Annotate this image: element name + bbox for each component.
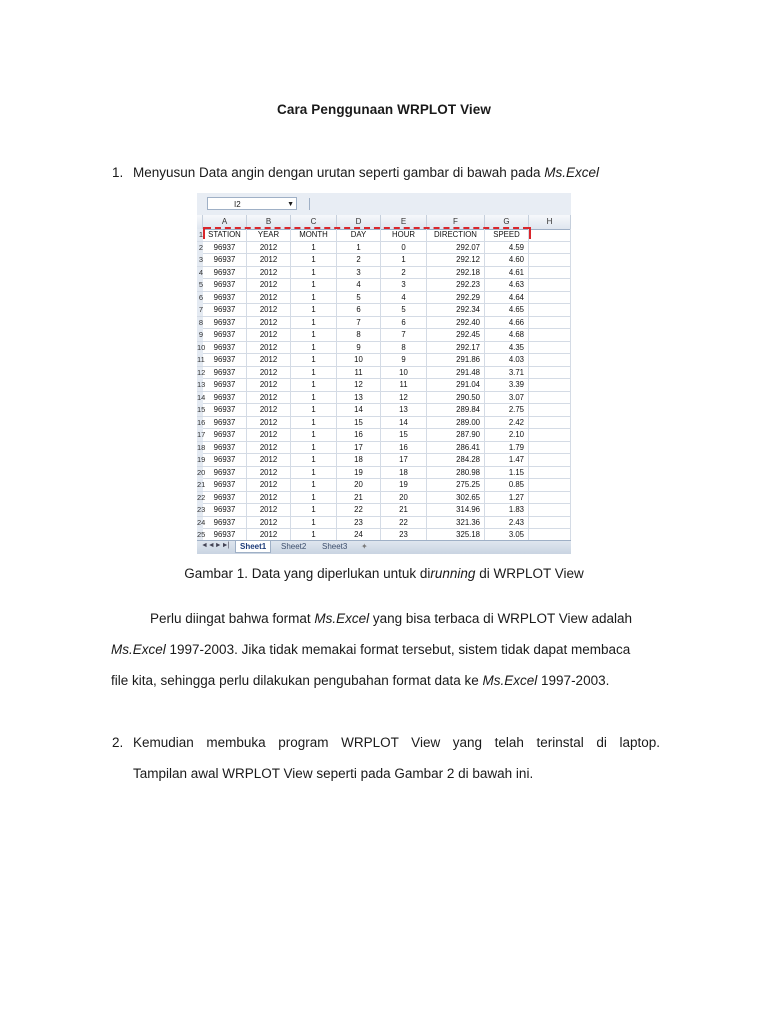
empty-cell[interactable] (529, 304, 571, 316)
chevron-down-icon[interactable]: ▼ (287, 201, 294, 208)
table-row (197, 367, 571, 380)
table-cell[interactable]: 96937 (203, 342, 247, 354)
empty-cell[interactable] (529, 367, 571, 379)
table-cell[interactable]: 96937 (203, 242, 247, 254)
tab-sheet1[interactable]: Sheet1 (235, 541, 271, 553)
para-italic: Ms.Excel (314, 611, 370, 626)
row-number[interactable]: 19 (197, 455, 206, 464)
column-header-g[interactable]: G (485, 215, 529, 229)
para-text: yang bisa terbaca di WRPLOT View adalah (369, 611, 633, 626)
table-cell[interactable]: 2012 (247, 367, 291, 379)
row-number[interactable]: 2 (198, 242, 203, 252)
table-cell[interactable]: 20 (337, 479, 381, 491)
table-cell[interactable]: 18 (337, 454, 381, 466)
table-row (197, 492, 571, 505)
table-cell[interactable]: 3.71 (485, 367, 529, 379)
column-header-d[interactable]: D (337, 215, 381, 229)
table-cell[interactable]: 4.60 (485, 254, 529, 266)
step-1-text-italic: Ms.Excel (544, 165, 600, 180)
header-cell-hour[interactable]: HOUR (381, 229, 427, 241)
table-cell[interactable]: 3 (337, 267, 381, 279)
empty-cell[interactable] (529, 454, 571, 466)
column-header-c[interactable]: C (291, 215, 337, 229)
table-cell[interactable]: 96937 (203, 304, 247, 316)
empty-cell[interactable] (529, 404, 571, 416)
table-cell[interactable]: 96937 (203, 354, 247, 366)
table-cell[interactable]: 1 (291, 392, 337, 404)
table-cell[interactable]: 22 (381, 517, 427, 529)
table-cell[interactable]: 2 (381, 267, 427, 279)
para-text: file kita, sehingga perlu dilakukan pengubahan format data ke (111, 673, 483, 688)
step-2-line-2: Tampilan awal WRPLOT View seperti pada Gambar 2 di bawah ini. (133, 766, 534, 781)
table-cell[interactable]: 292.12 (427, 254, 485, 266)
table-cell[interactable]: 2012 (247, 392, 291, 404)
table-cell[interactable]: 19 (337, 467, 381, 479)
row-number[interactable]: 20 (197, 467, 206, 477)
table-cell[interactable]: 1 (291, 242, 337, 254)
row-number[interactable]: 24 (197, 517, 206, 527)
empty-cell[interactable] (529, 442, 571, 454)
empty-cell[interactable] (529, 429, 571, 441)
table-cell[interactable]: 4.03 (485, 354, 529, 366)
table-cell[interactable]: 96937 (203, 467, 247, 479)
table-cell[interactable]: 10 (381, 367, 427, 379)
table-row (197, 404, 571, 417)
row-number[interactable]: 12 (197, 367, 206, 377)
table-cell[interactable]: 1 (291, 367, 337, 379)
table-cell[interactable]: 21 (381, 504, 427, 516)
caption-text: Gambar 1. Data yang diperlukan untuk di (184, 566, 431, 581)
table-cell[interactable]: 14 (337, 404, 381, 416)
row-number[interactable]: 6 (198, 292, 203, 302)
table-cell[interactable]: 2012 (247, 329, 291, 341)
table-cell[interactable]: 1 (291, 467, 337, 479)
step-1-text-main: Menyusun Data angin dengan urutan seperti gambar di bawah pada (133, 165, 545, 180)
table-cell[interactable]: 2012 (247, 404, 291, 416)
column-header-a[interactable]: A (203, 215, 247, 229)
empty-cell[interactable] (529, 279, 571, 291)
table-cell[interactable]: 292.45 (427, 329, 485, 341)
empty-cell[interactable] (529, 379, 571, 391)
row-number[interactable]: 15 (197, 405, 206, 414)
table-row (197, 342, 571, 355)
table-cell[interactable]: 291.86 (427, 354, 485, 366)
table-row (197, 504, 571, 517)
table-cell[interactable]: 292.07 (427, 242, 485, 254)
table-cell[interactable]: 1 (381, 254, 427, 266)
table-cell[interactable]: 5 (381, 304, 427, 316)
table-row (197, 304, 571, 317)
table-cell[interactable]: 1 (291, 442, 337, 454)
column-header-e[interactable]: E (381, 215, 427, 229)
table-cell[interactable]: 11 (381, 379, 427, 391)
table-cell[interactable]: 20 (381, 492, 427, 504)
table-cell[interactable]: 7 (337, 317, 381, 329)
table-row (197, 317, 571, 330)
table-cell[interactable]: 96937 (203, 367, 247, 379)
para-text: 1997-2003. (537, 673, 610, 688)
empty-cell[interactable] (529, 392, 571, 404)
table-cell[interactable]: 8 (337, 329, 381, 341)
table-cell[interactable]: 289.84 (427, 404, 485, 416)
formula-bar (197, 193, 571, 216)
table-cell[interactable]: 96937 (203, 529, 247, 541)
table-cell[interactable]: 280.98 (427, 467, 485, 479)
table-cell[interactable]: 13 (381, 404, 427, 416)
header-cell-year[interactable]: YEAR (247, 229, 291, 241)
row-number[interactable]: 11 (197, 355, 205, 364)
table-cell[interactable]: 24 (337, 529, 381, 541)
table-cell[interactable]: 275.25 (427, 479, 485, 491)
table-cell[interactable]: 2012 (247, 317, 291, 329)
table-cell[interactable]: 325.18 (427, 529, 485, 541)
table-cell[interactable]: 1 (291, 342, 337, 354)
table-cell[interactable]: 4.61 (485, 267, 529, 279)
empty-cell[interactable] (529, 354, 571, 366)
header-cell-day[interactable]: DAY (337, 229, 381, 241)
table-cell[interactable]: 292.23 (427, 279, 485, 291)
para-text: Perlu diingat bahwa format (150, 611, 315, 626)
table-row (197, 417, 571, 430)
row-number[interactable]: 17 (197, 430, 206, 439)
table-cell[interactable]: 1 (291, 504, 337, 516)
table-cell[interactable]: 2012 (247, 354, 291, 366)
table-row (197, 392, 571, 405)
table-cell[interactable]: 2012 (247, 442, 291, 454)
table-row (197, 379, 571, 392)
table-cell[interactable]: 284.28 (427, 454, 485, 466)
table-cell[interactable]: 23 (337, 517, 381, 529)
table-cell[interactable]: 96937 (203, 479, 247, 491)
table-cell[interactable]: 6 (337, 304, 381, 316)
table-cell[interactable]: 1 (291, 517, 337, 529)
table-cell[interactable]: 13 (337, 392, 381, 404)
table-cell[interactable]: 4.65 (485, 304, 529, 316)
table-cell[interactable]: 2012 (247, 467, 291, 479)
table-cell[interactable]: 96937 (203, 254, 247, 266)
row-number[interactable]: 1 (198, 230, 203, 239)
table-cell[interactable]: 16 (381, 442, 427, 454)
step-1-text (133, 165, 599, 180)
table-cell[interactable]: 1.83 (485, 504, 529, 516)
empty-cell[interactable] (529, 329, 571, 341)
table-cell[interactable]: 2012 (247, 304, 291, 316)
table-cell[interactable]: 23 (381, 529, 427, 541)
caption-italic: running (430, 566, 476, 581)
empty-cell[interactable] (529, 292, 571, 304)
table-cell[interactable]: 292.40 (427, 317, 485, 329)
paragraph-line-2 (111, 634, 630, 665)
header-cell-direction[interactable]: DIRECTION (427, 229, 485, 241)
tab-navigation-icons[interactable]: ◄ ◄ ► ►| (201, 542, 229, 549)
table-row (197, 242, 571, 255)
table-cell[interactable]: 96937 (203, 329, 247, 341)
tab-sheet2[interactable]: Sheet2 (281, 542, 307, 551)
table-cell[interactable]: 2.10 (485, 429, 529, 441)
formula-bar-divider (309, 198, 310, 210)
table-cell[interactable]: 292.17 (427, 342, 485, 354)
header-cell-station[interactable]: STATION (203, 229, 247, 241)
table-row (197, 517, 571, 530)
row-number[interactable]: 5 (198, 280, 203, 289)
table-cell[interactable]: 9 (381, 354, 427, 366)
table-cell[interactable]: 1 (291, 417, 337, 429)
step-2-line-1: Kemudian membuka program WRPLOT View yang telah terinstal di laptop. (133, 735, 660, 750)
table-cell[interactable]: 2012 (247, 292, 291, 304)
empty-cell[interactable] (529, 517, 571, 529)
table-row (197, 442, 571, 455)
table-cell[interactable]: 9 (337, 342, 381, 354)
table-cell[interactable]: 15 (337, 417, 381, 429)
step-1-number: 1. (112, 165, 124, 180)
table-cell[interactable]: 4.66 (485, 317, 529, 329)
table-cell[interactable]: 18 (381, 467, 427, 479)
para-text: 1997-2003. Jika tidak memakai format tersebut, sistem tidak dapat membaca (165, 642, 631, 657)
table-cell[interactable]: 2012 (247, 267, 291, 279)
table-cell[interactable]: 96937 (203, 504, 247, 516)
column-header-f[interactable]: F (427, 215, 485, 229)
sheet-tabs-bar (197, 540, 571, 554)
table-cell[interactable]: 291.48 (427, 367, 485, 379)
table-cell[interactable]: 4.35 (485, 342, 529, 354)
row-number[interactable]: 10 (197, 342, 206, 352)
table-cell[interactable]: 10 (337, 354, 381, 366)
para-italic: Ms.Excel (111, 642, 166, 657)
table-row (197, 467, 571, 480)
table-cell[interactable]: 2 (337, 254, 381, 266)
table-cell[interactable]: 289.00 (427, 417, 485, 429)
table-cell[interactable]: 8 (381, 342, 427, 354)
column-header-h[interactable]: H (529, 215, 571, 229)
table-cell[interactable]: 14 (381, 417, 427, 429)
table-cell[interactable]: 6 (381, 317, 427, 329)
table-cell[interactable]: 2012 (247, 279, 291, 291)
table-row (197, 279, 571, 292)
table-cell[interactable]: 1.79 (485, 442, 529, 454)
row-number[interactable]: 21 (197, 480, 206, 489)
table-cell[interactable]: 15 (381, 429, 427, 441)
table-cell[interactable]: 1 (291, 354, 337, 366)
tab-sheet3[interactable]: Sheet3 (322, 542, 348, 551)
paragraph-line-1 (150, 603, 632, 634)
table-cell[interactable]: 96937 (203, 492, 247, 504)
name-box-value: I2 (234, 200, 241, 209)
column-header-b[interactable]: B (247, 215, 291, 229)
table-cell[interactable]: 1 (291, 329, 337, 341)
table-header-row (197, 229, 571, 242)
name-box[interactable] (207, 197, 297, 210)
row-number[interactable]: 8 (198, 317, 203, 327)
table-cell[interactable]: 1.27 (485, 492, 529, 504)
empty-cell[interactable] (529, 492, 571, 504)
column-headers (197, 215, 571, 230)
table-cell[interactable]: 2012 (247, 479, 291, 491)
table-cell[interactable]: 0 (381, 242, 427, 254)
table-cell[interactable]: 291.04 (427, 379, 485, 391)
para-italic: Ms.Excel (482, 673, 538, 688)
header-cell-month[interactable]: MONTH (291, 229, 337, 241)
table-cell[interactable]: 1 (291, 429, 337, 441)
page-title: Cara Penggunaan WRPLOT View (277, 102, 491, 117)
table-cell[interactable]: 96937 (203, 279, 247, 291)
table-cell[interactable]: 19 (381, 479, 427, 491)
table-cell[interactable]: 4.68 (485, 329, 529, 341)
table-cell[interactable]: 96937 (203, 404, 247, 416)
table-cell[interactable]: 1 (291, 304, 337, 316)
empty-cell[interactable] (529, 504, 571, 516)
empty-cell[interactable] (529, 254, 571, 266)
insert-sheet-icon[interactable]: ✦ (361, 542, 368, 551)
caption-text-end: di WRPLOT View (475, 566, 584, 581)
table-cell[interactable]: 16 (337, 429, 381, 441)
row-number[interactable]: 25 (197, 530, 206, 539)
empty-cell[interactable] (529, 342, 571, 354)
table-cell[interactable]: 2012 (247, 342, 291, 354)
table-row (197, 329, 571, 342)
row-number[interactable]: 4 (198, 267, 203, 277)
table-cell[interactable]: 12 (337, 379, 381, 391)
table-cell[interactable]: 4 (337, 279, 381, 291)
empty-cell[interactable] (529, 267, 571, 279)
row-number[interactable]: 7 (198, 305, 203, 314)
table-cell[interactable]: 0.85 (485, 479, 529, 491)
table-cell[interactable]: 3.39 (485, 379, 529, 391)
table-cell[interactable]: 96937 (203, 317, 247, 329)
table-cell[interactable]: 96937 (203, 517, 247, 529)
table-cell[interactable]: 1.47 (485, 454, 529, 466)
table-cell[interactable]: 1 (291, 479, 337, 491)
table-cell[interactable]: 1 (337, 242, 381, 254)
table-cell[interactable]: 2012 (247, 417, 291, 429)
table-cell[interactable]: 1.15 (485, 467, 529, 479)
table-cell[interactable]: 1 (291, 529, 337, 541)
table-cell[interactable]: 321.36 (427, 517, 485, 529)
row-number[interactable]: 9 (198, 330, 203, 339)
row-number[interactable]: 22 (197, 492, 206, 502)
table-cell[interactable]: 4.59 (485, 242, 529, 254)
table-cell[interactable]: 2012 (247, 492, 291, 504)
table-cell[interactable]: 2.75 (485, 404, 529, 416)
table-cell[interactable]: 96937 (203, 379, 247, 391)
table-cell[interactable]: 4.64 (485, 292, 529, 304)
empty-cell[interactable] (529, 317, 571, 329)
row-number[interactable]: 18 (197, 442, 206, 452)
table-cell[interactable]: 22 (337, 504, 381, 516)
table-cell[interactable]: 17 (381, 454, 427, 466)
row-number[interactable]: 13 (197, 380, 206, 389)
table-row (197, 479, 571, 492)
table-row (197, 354, 571, 367)
table-cell[interactable]: 2.43 (485, 517, 529, 529)
table-cell[interactable]: 1 (291, 292, 337, 304)
table-cell[interactable]: 1 (291, 267, 337, 279)
table-cell[interactable]: 2012 (247, 379, 291, 391)
table-cell[interactable]: 302.65 (427, 492, 485, 504)
paragraph-line-3 (111, 665, 609, 696)
table-row (197, 267, 571, 280)
table-cell[interactable]: 2012 (247, 529, 291, 541)
table-cell[interactable]: 17 (337, 442, 381, 454)
table-row (197, 254, 571, 267)
table-cell[interactable]: 96937 (203, 267, 247, 279)
table-row (197, 454, 571, 467)
table-cell[interactable]: 1 (291, 254, 337, 266)
table-cell[interactable]: 4 (381, 292, 427, 304)
table-cell[interactable]: 1 (291, 279, 337, 291)
table-cell[interactable]: 3.07 (485, 392, 529, 404)
table-cell[interactable]: 2012 (247, 429, 291, 441)
table-cell[interactable]: 2012 (247, 504, 291, 516)
table-cell[interactable]: 21 (337, 492, 381, 504)
table-cell[interactable]: 292.29 (427, 292, 485, 304)
empty-cell[interactable] (529, 242, 571, 254)
table-cell[interactable]: 1 (291, 379, 337, 391)
empty-cell[interactable] (529, 417, 571, 429)
table-cell[interactable]: 12 (381, 392, 427, 404)
row-number[interactable]: 3 (198, 255, 203, 264)
table-cell[interactable]: 4.63 (485, 279, 529, 291)
table-cell[interactable]: 3 (381, 279, 427, 291)
table-cell[interactable]: 7 (381, 329, 427, 341)
table-cell[interactable]: 314.96 (427, 504, 485, 516)
table-cell[interactable]: 292.18 (427, 267, 485, 279)
table-cell[interactable]: 286.41 (427, 442, 485, 454)
table-row (197, 292, 571, 305)
empty-cell[interactable] (529, 467, 571, 479)
table-cell[interactable]: 1 (291, 404, 337, 416)
table-cell[interactable]: 96937 (203, 429, 247, 441)
table-cell[interactable]: 2012 (247, 254, 291, 266)
row-number[interactable]: 14 (197, 392, 206, 402)
table-cell[interactable]: 96937 (203, 442, 247, 454)
table-row (197, 429, 571, 442)
row-number[interactable]: 23 (197, 505, 206, 514)
row-number[interactable]: 16 (197, 417, 206, 427)
table-cell[interactable]: 287.90 (427, 429, 485, 441)
table-cell[interactable]: 2012 (247, 242, 291, 254)
table-cell[interactable]: 1 (291, 492, 337, 504)
excel-screenshot (197, 193, 571, 553)
table-cell[interactable]: 96937 (203, 392, 247, 404)
table-cell[interactable]: 290.50 (427, 392, 485, 404)
table-cell[interactable]: 3.05 (485, 529, 529, 541)
table-cell[interactable]: 96937 (203, 417, 247, 429)
table-cell[interactable]: 2012 (247, 517, 291, 529)
table-cell[interactable]: 1 (291, 317, 337, 329)
table-cell[interactable]: 5 (337, 292, 381, 304)
table-cell[interactable]: 96937 (203, 292, 247, 304)
figure-caption (0, 566, 768, 581)
header-cell-speed[interactable]: SPEED (485, 229, 529, 241)
table-cell[interactable]: 2012 (247, 454, 291, 466)
table-cell[interactable]: 11 (337, 367, 381, 379)
table-cell[interactable]: 2.42 (485, 417, 529, 429)
empty-cell[interactable] (529, 479, 571, 491)
empty-cell[interactable] (529, 229, 571, 241)
table-cell[interactable]: 96937 (203, 454, 247, 466)
step-2-number: 2. (112, 735, 124, 750)
table-cell[interactable]: 1 (291, 454, 337, 466)
table-cell[interactable]: 292.34 (427, 304, 485, 316)
